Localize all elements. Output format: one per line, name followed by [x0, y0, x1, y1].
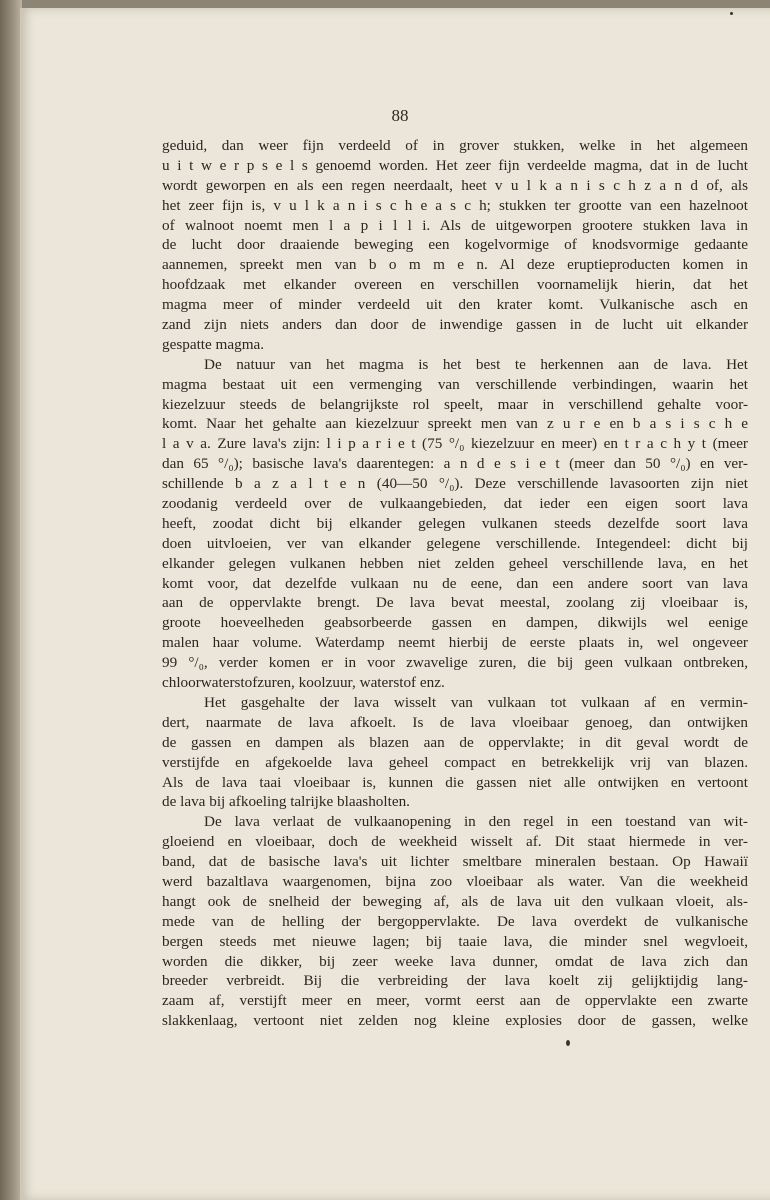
book-spine-edge — [0, 0, 22, 1200]
text-line: band, dat de basische lava's uit lichter smeltbare mineralen bestaan. Op Hawaiï — [162, 853, 748, 871]
ink-speck — [730, 12, 733, 15]
text-line: hoofdzaak met elkander overeen en verschillen voornamelijk hierin, dat het — [162, 276, 748, 294]
text-line: werd bazaltlava waargenomen, bijna zoo vloeibaar als water. Van die weekheid — [162, 872, 748, 890]
text-line: bergen steeds met nieuwe lagen; bij taaie lava, die minder snel wegvloeit, — [162, 932, 748, 950]
text-line: kiezelzuur steeds de belangrijkste rol speelt, maar in verschillend gehalte voor- — [162, 395, 748, 413]
text-line: breeder verbreidt. Bij die verbreiding der lava koelt zij gelijktijdig lang- — [162, 972, 748, 990]
text-line: heeft, zoodat dicht bij elkander gelegen vulkanen steeds dezelfde soort lava — [162, 514, 748, 532]
text-line: chloorwaterstofzuren, koolzuur, waterstof enz. — [162, 674, 445, 692]
paragraph — [162, 693, 748, 812]
text-line: schillende b a z a l t e n (40—50 °/₀). Deze verschillende lavasoorten zijn niet — [162, 475, 748, 493]
text-line: De lava verlaat de vulkaanopening in den regel in een toestand van wit- — [204, 813, 748, 831]
ink-blot — [566, 1040, 570, 1046]
text-line: magma meer of minder verdeeld uit den krater komt. Vulkanische asch en — [162, 296, 748, 314]
text-line: elkander gelegen vulkanen hebben niet zelden geheel verschillende lava, en het — [162, 554, 748, 572]
text-line: zand zijn niets anders dan door de inwendige gassen in de lucht uit elkander — [162, 316, 748, 334]
text-line: aan de oppervlakte brengt. De lava bevat meestal, zoolang zij vloeibaar is, — [162, 594, 748, 612]
page-number: 88 — [391, 106, 409, 125]
text-line: groote hoeveelheden geabsorbeerde gassen en dampen, dikwijls wel eenige — [162, 614, 748, 632]
text-line: hangt ook de snelheid der beweging af, als de lava uit den vulkaan vloeit, als- — [162, 892, 748, 910]
paragraph — [162, 812, 748, 1031]
text-line: mede van de helling der bergoppervlakte. De lava overdekt de vulkanische — [162, 912, 748, 930]
text-line: aannemen, spreekt men van b o m m e n. Al deze eruptieproducten komen in — [162, 256, 748, 274]
text-line: verstijfde en afgekoelde lava geheel compact en betrekkelijk vrij van blazen. — [162, 753, 748, 771]
text-line: slakkenlaag, vertoont niet zelden nog kleine explosies door de gassen, welke — [162, 1012, 748, 1030]
text-line: zoodanig verdeeld over de vulkaangebieden, dat ieder een eigen soort lava — [162, 495, 748, 513]
text-line: 99 °/₀, verder komen er in voor zwavelige zuren, die bij geen vulkaan ontbreken, — [162, 654, 748, 672]
paragraph — [162, 355, 748, 693]
text-line: dert, naarmate de lava afkoelt. Is de lava vloeibaar genoeg, dan ontwijken — [162, 713, 748, 731]
text-line: geduid, dan weer fijn verdeeld of in grover stukken, welke in het algemeen — [162, 137, 748, 154]
text-line: komt. Naar het gehalte aan kiezelzuur spreekt men van z u r e en b a s i s c h e — [162, 415, 748, 433]
text-line: l a v a. Zure lava's zijn: l i p a r i e t (75 °/₀ kiezelzuur en meer) en t r a c h y t (meer — [162, 435, 748, 453]
text-line: komt voor, dat dezelfde vulkaan nu de eene, dan een andere soort van lava — [162, 574, 748, 592]
body-text — [162, 136, 748, 1031]
text-line: doen uitvloeien, ver van elkander gelegene verschillende. Integendeel: dicht bij — [162, 534, 748, 552]
text-line: gloeiend en vloeibaar, doch de weekheid wisselt af. Dit staat hiermede in ver- — [162, 833, 748, 851]
text-line: het zeer fijn is, v u l k a n i s c h e a s c h; stukken ter grootte van een hazelnoot — [162, 196, 748, 214]
text-line: de lava bij afkoeling talrijke blaasholten. — [162, 793, 410, 811]
text-line: malen haar volume. Waterdamp neemt hierbij de eerste plaats in, wel ongeveer — [162, 634, 748, 652]
paragraph — [162, 136, 748, 355]
text-line: gespatte magma. — [162, 335, 265, 353]
text-line: magma bestaat uit een vermenging van verschillende verbindingen, waarin het — [162, 375, 748, 393]
page-edge — [20, 8, 23, 1200]
text-line: de gassen en dampen als blazen aan de oppervlakte; in dit geval wordt de — [162, 733, 748, 751]
text-line: zaam af, verstijft meer en meer, vormt eerst aan de oppervlakte een zwarte — [162, 992, 748, 1010]
text-line: de lucht door draaiende beweging een kogelvormige of knodsvormige gedaante — [162, 236, 748, 254]
text-line: wordt geworpen en als een regen neerdaalt, heet v u l k a n i s c h z a n d of, als — [162, 176, 748, 194]
text-line: Het gasgehalte der lava wisselt van vulkaan tot vulkaan af en vermin- — [204, 693, 748, 711]
text-line: u i t w e r p s e l s genoemd worden. Het zeer fijn verdeelde magma, dat in de lucht — [162, 156, 748, 174]
text-line: dan 65 °/₀); basische lava's daarentegen: a n d e s i e t (meer dan 50 °/₀) en ver- — [162, 455, 748, 473]
text-line: worden die dikker, bij zeer weeke lava dunner, omdat de lava zich dan — [162, 952, 748, 970]
text-line: Als de lava taai vloeibaar is, kunnen die gassen niet alle ontwijken en vertoont — [162, 773, 748, 791]
book-page — [20, 8, 770, 1200]
text-line: De natuur van het magma is het best te herkennen aan de lava. Het — [204, 355, 748, 373]
text-line: of walnoot noemt men l a p i l l i. Als de uitgeworpen grootere stukken lava in — [162, 216, 748, 234]
